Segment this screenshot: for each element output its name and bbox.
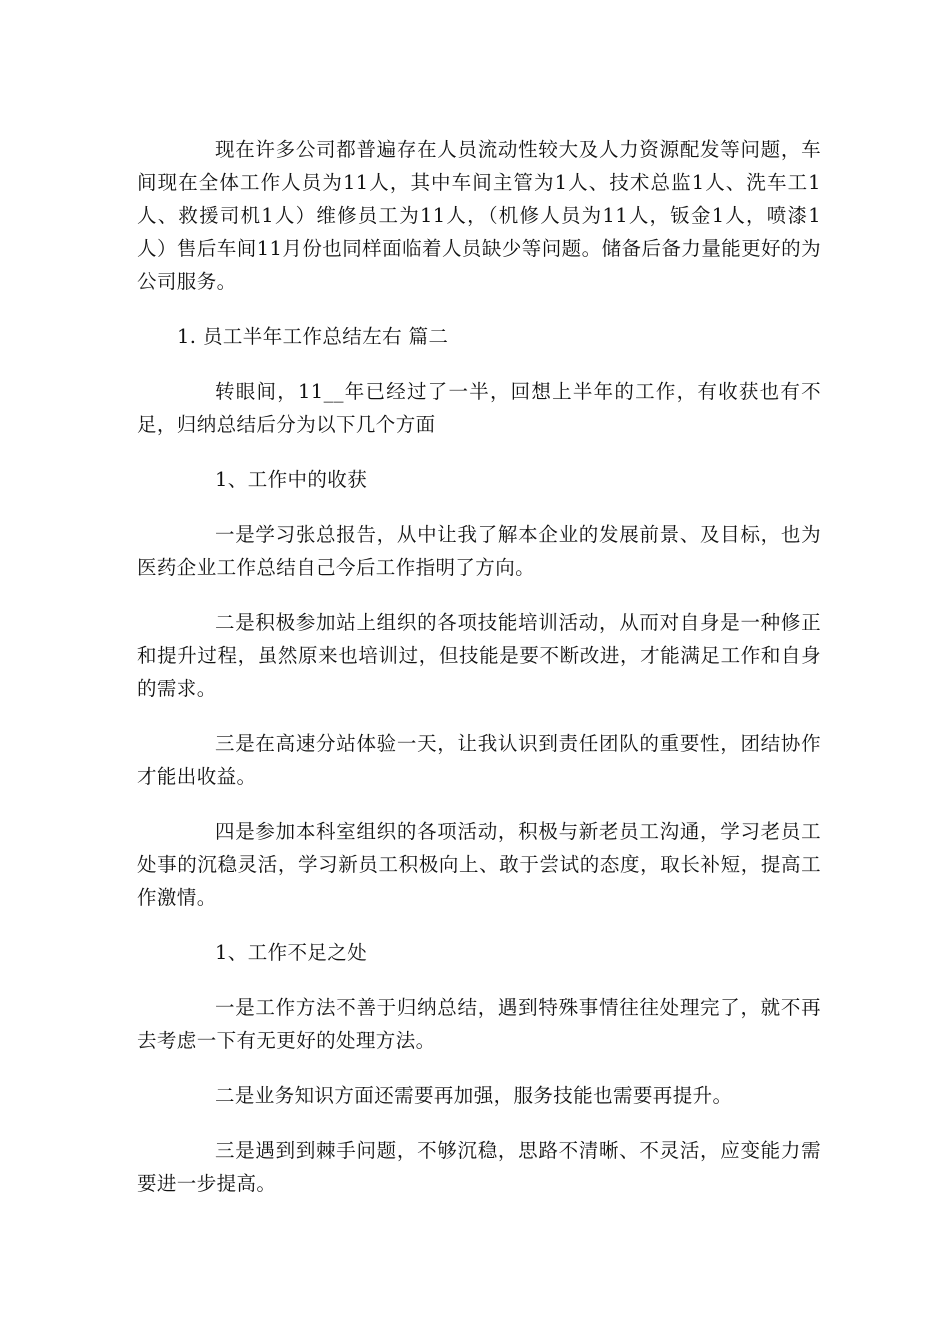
paragraph-gain-four: 四是参加本科室组织的各项活动，积极与新老员工沟通，学习老员工处事的沉稳灵活，学习新员工积极向上、敢于尝试的态度，取长补短，提高工作激情。 bbox=[137, 820, 821, 909]
paragraph-staffing-issues: 现在许多公司都普遍存在人员流动性较大及人力资源配发等问题，车间现在全体工作人员为11人，其中车间主管为1人、技术总监1人、洗车工1人、救援司机1人）维修员工为11人，（机修人员为11人，钣金1人，喷漆1人）售后车间11月份也同样面临着人员缺少等问题。储备后备力量能更好的为公司服务。 bbox=[137, 138, 821, 293]
subheading-shortcomings: 1、工作不足之处 bbox=[215, 941, 368, 964]
document-body bbox=[137, 133, 821, 1222]
paragraph-gain-one: 一是学习张总报告，从中让我了解本企业的发展前景、及目标，也为医药企业工作总结自己今后工作指明了方向。 bbox=[137, 523, 821, 579]
paragraph-shortcoming-three: 三是遇到到棘手问题，不够沉稳，思路不清晰、不灵活，应变能力需要进一步提高。 bbox=[137, 1139, 821, 1195]
paragraph-gain-two: 二是积极参加站上组织的各项技能培训活动，从而对自身是一种修正和提升过程，虽然原来也培训过，但技能是要不断改进，才能满足工作和自身的需求。 bbox=[137, 611, 821, 700]
section-title-part-two: 1. 员工半年工作总结左右 篇二 bbox=[177, 325, 449, 348]
paragraph-intro: 转眼间，11__年已经过了一半，回想上半年的工作，有收获也有不足，归纳总结后分为以下几个方面 bbox=[137, 380, 821, 436]
paragraph-gain-three: 三是在高速分站体验一天，让我认识到责任团队的重要性，团结协作才能出收益。 bbox=[137, 732, 821, 788]
paragraph-shortcoming-one: 一是工作方法不善于归纳总结，遇到特殊事情往往处理完了，就不再去考虑一下有无更好的处理方法。 bbox=[137, 996, 821, 1052]
subheading-gains: 1、工作中的收获 bbox=[215, 468, 368, 491]
paragraph-shortcoming-two: 二是业务知识方面还需要再加强，服务技能也需要再提升。 bbox=[215, 1084, 733, 1107]
